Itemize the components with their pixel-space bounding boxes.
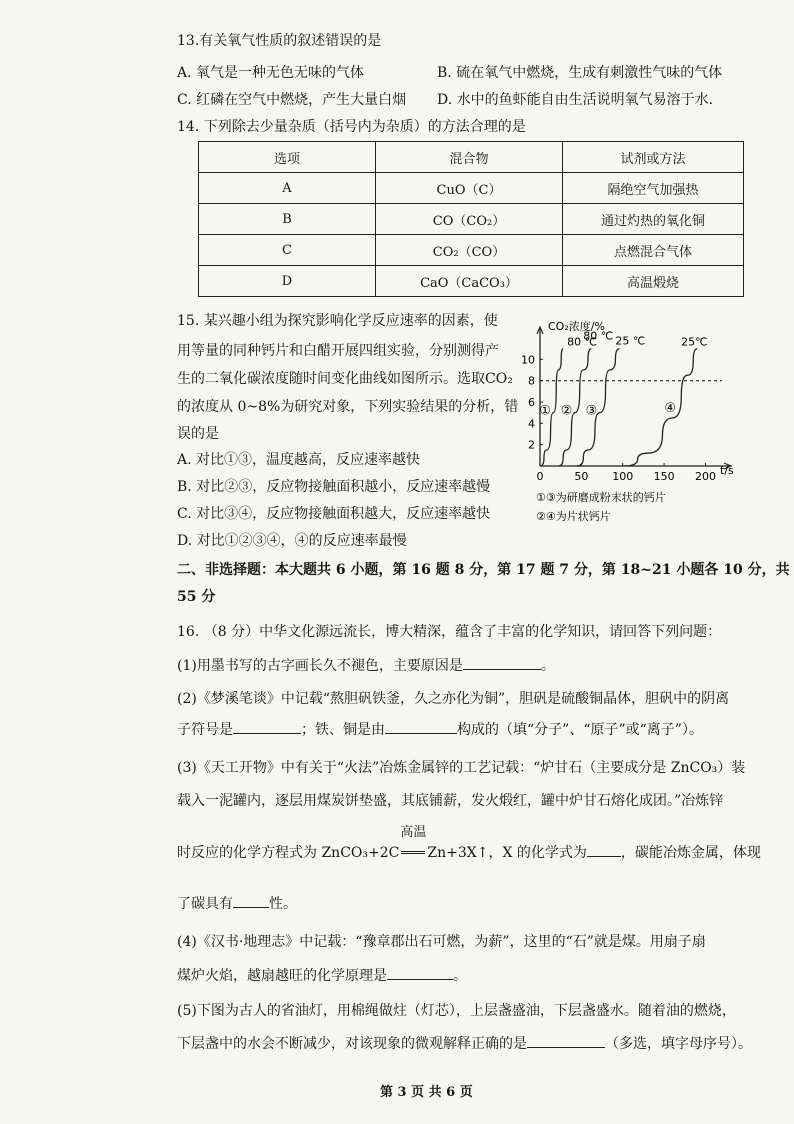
series-temperature-label-3: 25 ℃ [615, 334, 646, 348]
x-tick-label: 100 [612, 470, 634, 483]
q16-part-3-text: 了碳具有 [177, 896, 233, 912]
q15-stem-line-1: 15. 某兴趣小组为探究影响化学反应速率的因素，使 [177, 313, 498, 329]
x-axis-label: t/s [720, 464, 734, 477]
answer-blank[interactable] [233, 893, 269, 908]
q15-option-c: C. 对比③④，反应物接触面积越大，反应速率越快 [177, 506, 491, 522]
section-heading-line-1: 二、非选择题：本大题共 6 小题，第 16 题 8 分，第 17 题 7 分，第 18~21 小题各 10 分，共 [177, 562, 790, 578]
table-cell: C [199, 235, 376, 266]
table-cell: CO₂（CO） [376, 235, 563, 266]
page-number-footer: 第 3 页 共 6 页 [380, 1085, 473, 1100]
q16-part-5-line-1: (5)下图为古人的省油灯，用棉绳做炷（灯芯），上层盏盛油，下层盏盛水。随着油的燃烧， [177, 1003, 736, 1019]
q16-part-4-line-2 [177, 965, 467, 986]
series-marker-4: ④ [664, 401, 677, 416]
table-cell: 高温煅烧 [563, 266, 744, 297]
table-cell: 隔绝空气加强热 [563, 173, 744, 204]
y-tick-label: 6 [528, 396, 535, 409]
y-tick-label: 8 [528, 374, 535, 388]
q16-part-4-text: 煤炉火焰，越扇越旺的化学原理是 [177, 968, 387, 984]
series-temperature-label-2: 80 ℃ [583, 329, 614, 343]
table-row [199, 266, 744, 297]
q16-stem: 16. （8 分）中华文化源远流长，博大精深，蕴含了丰富的化学知识，请回答下列问题： [177, 624, 722, 640]
table-cell: CaO（CaCO₃） [376, 266, 563, 297]
x-tick-label: 200 [694, 470, 716, 483]
q13-option-b: B. 硫在氧气中燃烧，生成有刺激性气味的气体 [437, 65, 723, 81]
section-heading-line-2: 55 分 [177, 589, 216, 605]
table-header-row [199, 142, 744, 173]
q14-options-table [198, 141, 744, 297]
q15-stem-line-2: 用等量的同种钙片和白醋开展四组实验，分别测得产 [177, 343, 499, 359]
table-header-cell: 混合物 [376, 142, 563, 173]
q16-part-3-line-4 [177, 893, 297, 914]
table-cell: A [199, 173, 376, 204]
q16-part-4-line-1: (4)《汉书·地理志》中记载：“豫章郡出石可燃，为薪”，这里的“石”就是煤。用扇子扇 [177, 934, 706, 950]
y-tick-label: 10 [521, 353, 535, 367]
series-marker-2: ② [560, 403, 573, 419]
table-cell: CuO（C） [376, 173, 563, 204]
table-cell: 通过灼热的氧化铜 [563, 204, 744, 235]
q16-part-3-text: 性。 [269, 896, 297, 912]
table-cell: B [199, 204, 376, 235]
table-cell: CO（CO₂） [376, 204, 563, 235]
q16-part-3-line-1: (3)《天工开物》中有关于“火法”冶炼金属锌的工艺记载：“炉甘石（主要成分是 ZnCO₃）装 [177, 760, 746, 776]
q16-part-5-text: 下层盏中的水会不断减少，对该现象的微观解释正确的是 [177, 1036, 527, 1052]
answer-blank[interactable] [385, 719, 457, 734]
equals-arrow [401, 851, 425, 854]
y-tick-label: 4 [528, 417, 535, 431]
answer-blank[interactable] [527, 1033, 605, 1048]
q16-part-5-line-2 [177, 1033, 752, 1054]
answer-blank[interactable] [233, 719, 301, 734]
co2-concentration-chart [512, 316, 744, 538]
q16-part-5-text: （多选，填字母序号）。 [605, 1036, 752, 1052]
x-tick-label: 150 [653, 470, 675, 483]
q16-part-2-text: ；铁、铜是由 [301, 722, 385, 738]
q15-stem-line-3: 生的二氧化碳浓度随时间变化曲线如图所示。选取CO₂ [177, 371, 513, 387]
y-tick-label: 2 [528, 438, 535, 452]
series-line-4 [623, 349, 697, 466]
x-tick-label: 0 [536, 470, 544, 483]
q13-option-c: C. 红磷在空气中燃烧，产生大量白烟 [177, 92, 407, 108]
table-row [199, 235, 744, 266]
q16-part-2-line-2 [177, 719, 703, 740]
table-row [199, 173, 744, 204]
series-temperature-label-4: 25℃ [681, 335, 708, 349]
q15-stem-line-5: 误的是 [177, 426, 219, 442]
equation-text: 时反应的化学方程式为 ZnCO₃+2C [177, 845, 400, 861]
table-row [199, 204, 744, 235]
series-line-3 [576, 349, 619, 466]
equation-text: Zn+3X↑，X 的化学式为 [427, 845, 587, 861]
q16-part-3-text: ，碳能冶炼金属，体现 [620, 845, 761, 861]
q16-part-2-line-1: (2)《梦溪笔谈》中记载“熬胆矾铁釜，久之亦化为铜”，胆矾是硫酸铜晶体，胆矾中的阴离 [177, 691, 730, 707]
answer-blank[interactable] [587, 842, 621, 857]
q15-option-b: B. 对比②③，反应物接触面积越小，反应速率越慢 [177, 479, 491, 495]
y-axis-label: CO₂浓度/% [548, 320, 605, 333]
answer-blank[interactable] [387, 965, 453, 980]
table-cell: D [199, 266, 376, 297]
q16-part-3-line-2: 载入一泥罐内，逐层用煤炭饼垫盛，其底铺薪，发火煅红，罐中炉甘石熔化成团。”冶炼锌 [177, 793, 724, 809]
q13-option-d: D. 水中的鱼虾能自由生活说明氧气易溶于水. [437, 92, 714, 108]
q15-stem-line-4: 的浓度从 0~8%为研究对象，下列实验结果的分析，错 [177, 399, 519, 415]
q16-part-1-text: (1)用墨书写的古字画长久不褪色，主要原因是 [177, 658, 463, 674]
reaction-condition [399, 825, 427, 857]
q13-option-a: A. 氧气是一种无色无味的气体 [177, 65, 365, 81]
answer-blank[interactable] [463, 655, 541, 670]
series-marker-1: ① [539, 403, 551, 419]
chart-note-1: ①③为研磨成粉末状的钙片 [536, 491, 666, 504]
q15-option-a: A. 对比①③，温度越高，反应速率越快 [177, 452, 421, 468]
chart-note-2: ②④为片状钙片 [536, 510, 611, 523]
condition-label: 高温 [400, 825, 427, 840]
q13-stem: 13.有关氧气性质的叙述错误的是 [177, 33, 382, 49]
series-marker-3: ③ [585, 403, 598, 419]
q14-stem: 14. 下列除去少量杂质（括号内为杂质）的方法合理的是 [177, 119, 526, 135]
q16-part-2-text: 子符号是 [177, 722, 233, 738]
table-header-cell: 试剂或方法 [563, 142, 744, 173]
table-cell: 点燃混合气体 [563, 235, 744, 266]
series-temperature-label-1: 80 ℃ [567, 335, 598, 349]
q16-part-2-text: 构成的（填“分子”、“原子”或“离子”）。 [457, 722, 703, 738]
q15-option-d: D. 对比①②③④，④的反应速率最慢 [177, 533, 407, 549]
table-header-cell: 选项 [199, 142, 376, 173]
punctuation: 。 [453, 968, 467, 984]
x-tick-label: 50 [574, 470, 589, 483]
q16-part-1 [177, 655, 555, 676]
q16-part-3-line-3 [177, 825, 761, 863]
punctuation: 。 [540, 658, 555, 674]
